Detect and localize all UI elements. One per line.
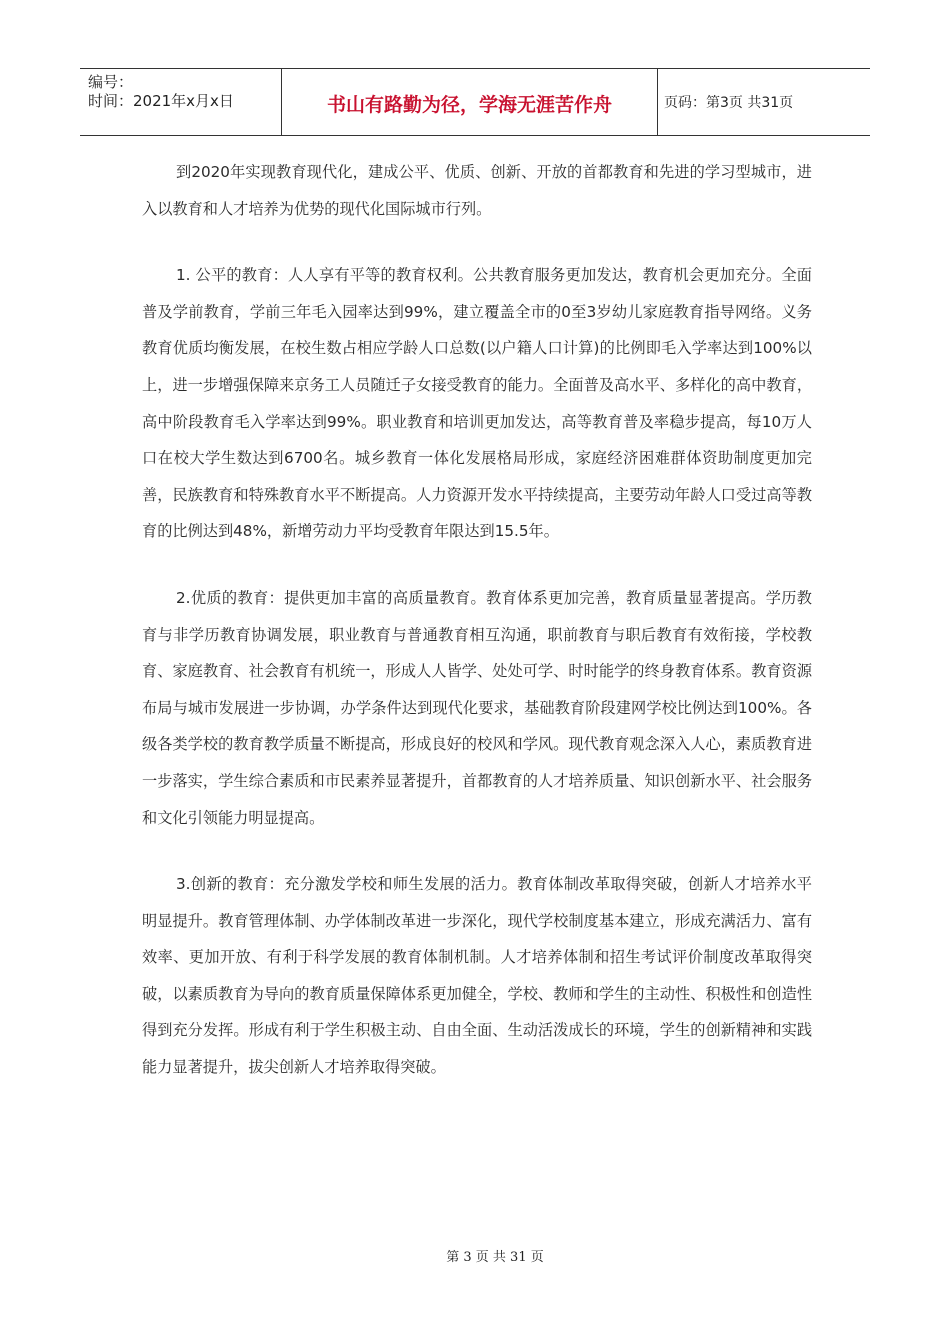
page-footer: 第 3 页 共 31 页: [446, 1250, 544, 1265]
header-meta: [80, 69, 282, 135]
document-number-label: 编号：: [88, 73, 134, 91]
document-header: [80, 68, 870, 136]
paragraph-innovative-education: 3.创新的教育：充分激发学校和师生发展的活力。教育体制改革取得突破，创新人才培养水平明显提升。教育管理体制、办学体制改革进一步深化，现代学校制度基本建立，形成充满活力、富有效率、更加开放、有利于科学发展的教育体制机制。人才培养体制和招生考试评价制度改革取得突破，以素质教育为导向的教育质量保障体系更加健全，学校、教师和学生的主动性、积极性和创造性得到充分发挥。形成有利于学生积极主动、自由全面、生动活泼成长的环境，学生的创新精神和实践能力显著提升，拔尖创新人才培养取得突破。: [142, 875, 812, 1077]
document-time-label: 时间：2021年x月x日: [88, 92, 234, 110]
header-motto: 书山有路勤为径，学海无涯苦作舟: [282, 69, 658, 135]
paragraph-quality-education: 2.优质的教育：提供更加丰富的高质量教育。教育体系更加完善，教育质量显著提高。学历教育与非学历教育协调发展，职业教育与普通教育相互沟通，职前教育与职后教育有效衔接，学校教育、家庭教育、社会教育有机统一，形成人人皆学、处处可学、时时能学的终身教育体系。教育资源布局与城市发展进一步协调，办学条件达到现代化要求，基础教育阶段建网学校比例达到100%。各级各类学校的教育教学质量不断提高，形成良好的校风和学风。现代教育观念深入人心，素质教育进一步落实，学生综合素质和市民素养显著提升，首都教育的人才培养质量、知识创新水平、社会服务和文化引领能力明显提高。: [142, 588, 812, 827]
header-page-code: 页码：第3页 共31页: [664, 95, 794, 111]
paragraph-intro: 到2020年实现教育现代化，建成公平、优质、创新、开放的首都教育和先进的学习型城市，进入以教育和人才培养为优势的现代化国际城市行列。: [142, 163, 812, 218]
paragraph-fair-education: 1. 公平的教育：人人享有平等的教育权利。公共教育服务更加发达，教育机会更加充分。全面普及学前教育，学前三年毛入园率达到99%，建立覆盖全市的0至3岁幼儿家庭教育指导网络。义务教育优质均衡发展，在校生数占相应学龄人口总数(以户籍人口计算)的比例即毛入学率达到100%以上，进一步增强保障来京务工人员随迁子女接受教育的能力。全面普及高水平、多样化的高中教育，高中阶段教育毛入学率达到99%。职业教育和培训更加发达，高等教育普及率稳步提高，每10万人口在校大学生数达到6700名。城乡教育一体化发展格局形成，家庭经济困难群体资助制度更加完善，民族教育和特殊教育水平不断提高。人力资源开发水平持续提高，主要劳动年龄人口受过高等教育的比例达到48%，新增劳动力平均受教育年限达到15.5年。: [142, 266, 812, 541]
document-body: [142, 154, 812, 1116]
